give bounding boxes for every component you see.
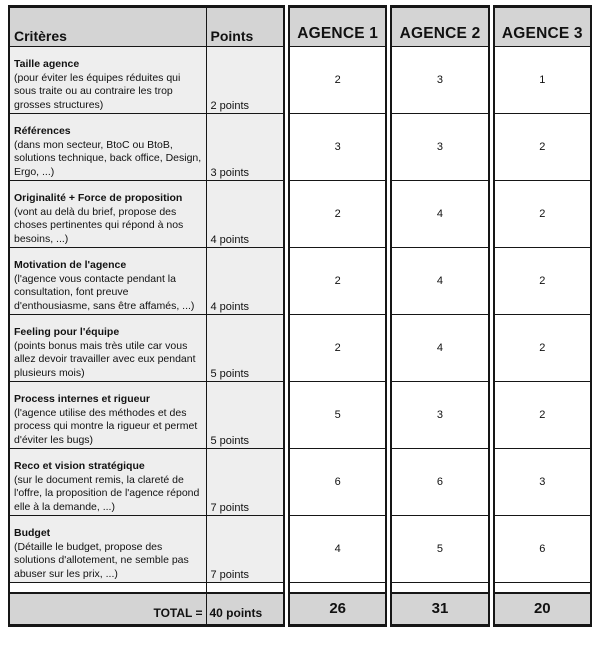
score-cell: 3	[391, 47, 488, 114]
agency-3-column	[493, 5, 592, 627]
score-cell: 2	[494, 315, 591, 382]
criterion-points-cell: 7 points	[206, 516, 284, 583]
criterion-points-cell: 3 points	[206, 114, 284, 181]
score-cell: 4	[391, 181, 488, 248]
criterion-row	[9, 47, 284, 114]
agency-2-total: 31	[391, 593, 488, 626]
criterion-title: Motivation de l'agence	[14, 259, 127, 271]
criterion-description: (dans mon secteur, BtoC ou BtoB, solutions technique, back office, Design, Ergo, ...)	[14, 138, 202, 178]
criterion-description: (Détaille le budget, propose des solutions d'allotement, ne semble pas abuser sur les prix, ...)	[14, 540, 189, 580]
criterion-cell	[9, 516, 206, 583]
criterion-description: (vont au delà du brief, propose des choses pertinentes qui répond à nos besoins, ...)	[14, 205, 184, 245]
criterion-points-cell: 5 points	[206, 382, 284, 449]
criterion-description: (sur le document remis, la clareté de l'offre, la proposition de l'agence répond elle à la demande, ...)	[14, 473, 200, 513]
criterion-points-cell: 4 points	[206, 181, 284, 248]
agency-3-total: 20	[494, 593, 591, 626]
criterion-title: Références	[14, 125, 71, 137]
score-cell: 3	[494, 449, 591, 516]
criterion-description: (points bonus mais très utile car vous allez devoir travailler avec eux pendant plusieurs mois)	[14, 339, 196, 379]
criterion-description: (pour éviter les équipes réduites qui sous traite ou au contraire les trop grosses structures)	[14, 71, 181, 111]
criterion-points-cell: 5 points	[206, 315, 284, 382]
criterion-row	[9, 248, 284, 315]
agency-1-column	[288, 5, 387, 627]
total-points: 40 points	[206, 593, 284, 626]
agency-2-header: AGENCE 2	[391, 7, 488, 47]
criteria-points-table	[8, 5, 285, 627]
score-cell: 1	[494, 47, 591, 114]
agency-2-column	[390, 5, 489, 627]
spacer-cell	[289, 583, 386, 593]
criterion-points-cell: 7 points	[206, 449, 284, 516]
criterion-title: Process internes et rigueur	[14, 393, 150, 405]
score-cell: 3	[289, 114, 386, 181]
score-cell: 2	[494, 114, 591, 181]
criterion-row	[9, 114, 284, 181]
score-cell: 2	[289, 181, 386, 248]
criterion-cell	[9, 449, 206, 516]
criterion-title: Feeling pour l'équipe	[14, 326, 120, 338]
criterion-points-cell: 4 points	[206, 248, 284, 315]
criterion-description: (l'agence utilise des méthodes et des process qui montre la rigueur et permet d'éviter les bugs)	[14, 406, 198, 446]
criterion-title: Reco et vision stratégique	[14, 460, 145, 472]
total-label: TOTAL =	[9, 593, 206, 626]
score-cell: 2	[289, 248, 386, 315]
score-cell: 6	[289, 449, 386, 516]
criterion-cell	[9, 315, 206, 382]
criterion-title: Taille agence	[14, 58, 80, 70]
criterion-row	[9, 382, 284, 449]
criterion-title: Budget	[14, 527, 51, 539]
score-cell: 4	[391, 315, 488, 382]
criterion-row	[9, 315, 284, 382]
score-cell: 2	[494, 248, 591, 315]
score-cell: 4	[289, 516, 386, 583]
score-cell: 5	[391, 516, 488, 583]
total-row	[9, 593, 284, 626]
score-cell: 6	[391, 449, 488, 516]
criterion-cell	[9, 248, 206, 315]
score-cell: 4	[391, 248, 488, 315]
criterion-cell	[9, 47, 206, 114]
score-cell: 5	[289, 382, 386, 449]
score-cell: 2	[494, 181, 591, 248]
criterion-row	[9, 516, 284, 583]
criterion-cell	[9, 382, 206, 449]
criterion-cell	[9, 181, 206, 248]
score-cell: 2	[494, 382, 591, 449]
header-row	[9, 7, 284, 47]
score-cell: 3	[391, 382, 488, 449]
spacer-cell	[494, 583, 591, 593]
spacer-cell	[9, 583, 206, 593]
spacer-cell	[206, 583, 284, 593]
score-cell: 2	[289, 47, 386, 114]
spacer-cell	[391, 583, 488, 593]
score-cell: 6	[494, 516, 591, 583]
points-column-header: Points	[206, 7, 284, 47]
criterion-cell	[9, 114, 206, 181]
agency-1-header: AGENCE 1	[289, 7, 386, 47]
score-cell: 3	[391, 114, 488, 181]
criterion-description: (l'agence vous contacte pendant la consultation, font preuve d'enthousiasme, sans être affamés, ...)	[14, 272, 195, 312]
criterion-title: Originalité + Force de proposition	[14, 192, 183, 204]
agency-1-total: 26	[289, 593, 386, 626]
criterion-row	[9, 449, 284, 516]
agency-3-header: AGENCE 3	[494, 7, 591, 47]
spacer-row	[9, 583, 284, 593]
criterion-points-cell: 2 points	[206, 47, 284, 114]
criterion-row	[9, 181, 284, 248]
score-cell: 2	[289, 315, 386, 382]
criteria-column-header: Critères	[9, 7, 206, 47]
